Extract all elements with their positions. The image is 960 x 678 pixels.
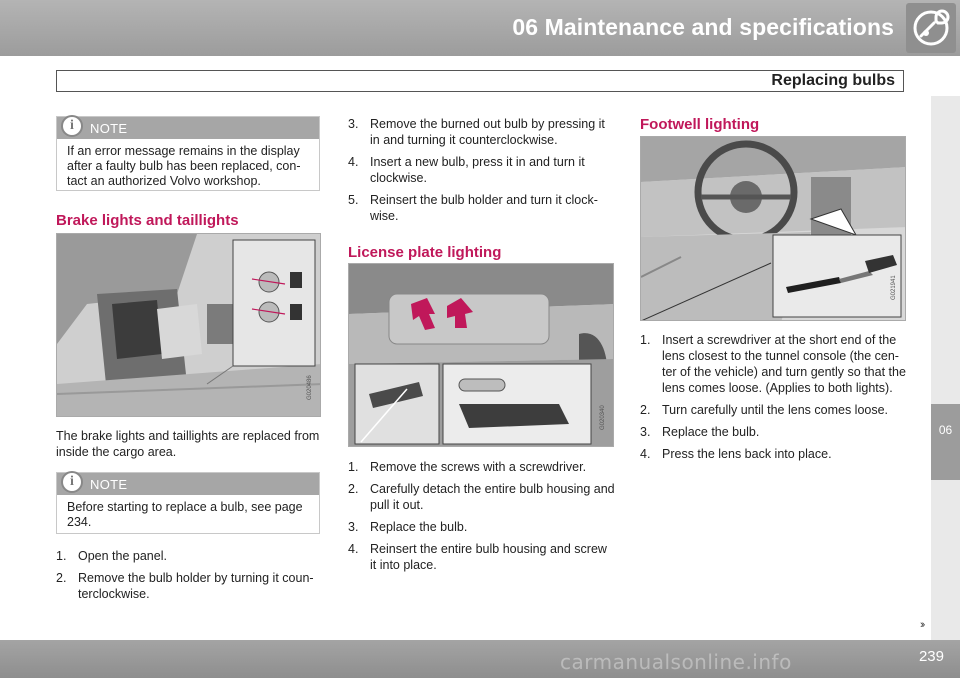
brake-lights-photo (56, 233, 321, 417)
list-item: 1. Open the panel. (56, 549, 167, 563)
chapter-tab[interactable] (931, 404, 960, 480)
bulb-holder-steps (348, 116, 614, 230)
brake-lights-steps (56, 548, 322, 608)
license-plate-steps (348, 459, 616, 579)
chapter-header-band (0, 0, 960, 56)
figure-id: G021941 (891, 275, 897, 300)
list-item: 1. Remove the screws with a screwdriver. (348, 460, 587, 474)
note-header (57, 473, 319, 495)
note-box-error (56, 116, 320, 191)
list-item: 3. Replace the bulb. (640, 425, 760, 439)
brake-lights-caption: The brake lights and taillights are replaced from inside the cargo area. (56, 429, 320, 459)
heading-footwell: Footwell lighting (640, 116, 760, 133)
list-item: 2. Carefully detach the entire bulb housing and pull it out. (348, 482, 615, 512)
section-title: Replacing bulbs (771, 72, 895, 89)
heading-license-plate: License plate lighting (348, 244, 502, 261)
list-item: 2. Remove the bulb holder by turning it coun-terclockwise. (56, 571, 314, 601)
chapter-tab-label: 06 (938, 423, 953, 437)
list-item: 5. Reinsert the bulb holder and turn it clock-wise. (348, 193, 598, 223)
info-icon: i (61, 471, 83, 493)
heading-brake-lights: Brake lights and taillights (56, 212, 239, 229)
note-label: NOTE (90, 121, 128, 136)
footwell-steps (640, 332, 908, 468)
footwell-photo (640, 136, 906, 321)
license-plate-photo (348, 263, 614, 447)
section-bar (56, 70, 904, 92)
list-item: 2. Turn carefully until the lens comes loose. (640, 403, 889, 417)
chapter-title: 06 Maintenance and specifications (512, 14, 894, 40)
watermark: carmanualsonline.info (560, 650, 792, 674)
list-item: 4. Press the lens back into place. (640, 447, 832, 461)
list-item: 3. Replace the bulb. (348, 520, 468, 534)
next-page-arrows[interactable]: ›› (920, 619, 924, 631)
list-item: 1. Insert a screwdriver at the short end of the lens closest to the tunnel console (the cen-ter of the vehicle) and turn gently so that the lens comes loose. (Applies to both lights). (640, 333, 906, 395)
page-number: 239 (918, 648, 944, 665)
list-item: 4. Reinsert the entire bulb housing and screw it into place. (348, 542, 607, 572)
wrench-gear-icon (906, 3, 956, 53)
list-item: 3. Remove the burned out bulb by pressing it in and turning it counterclockwise. (348, 117, 605, 147)
side-strip (931, 96, 960, 640)
note-header (57, 117, 319, 139)
note-box-before-start (56, 472, 320, 534)
info-icon: i (61, 115, 83, 137)
note-label: NOTE (90, 477, 128, 492)
figure-id: G020486 (307, 375, 313, 400)
note-text: If an error message remains in the display after a faulty bulb has been replaced, con-tact an authorized Volvo workshop. (67, 144, 301, 188)
note-text: Before starting to replace a bulb, see page 234. (67, 500, 303, 529)
figure-id: G020340 (600, 405, 606, 430)
footer-band (0, 640, 960, 678)
list-item: 4. Insert a new bulb, press it in and turn it clockwise. (348, 155, 585, 185)
